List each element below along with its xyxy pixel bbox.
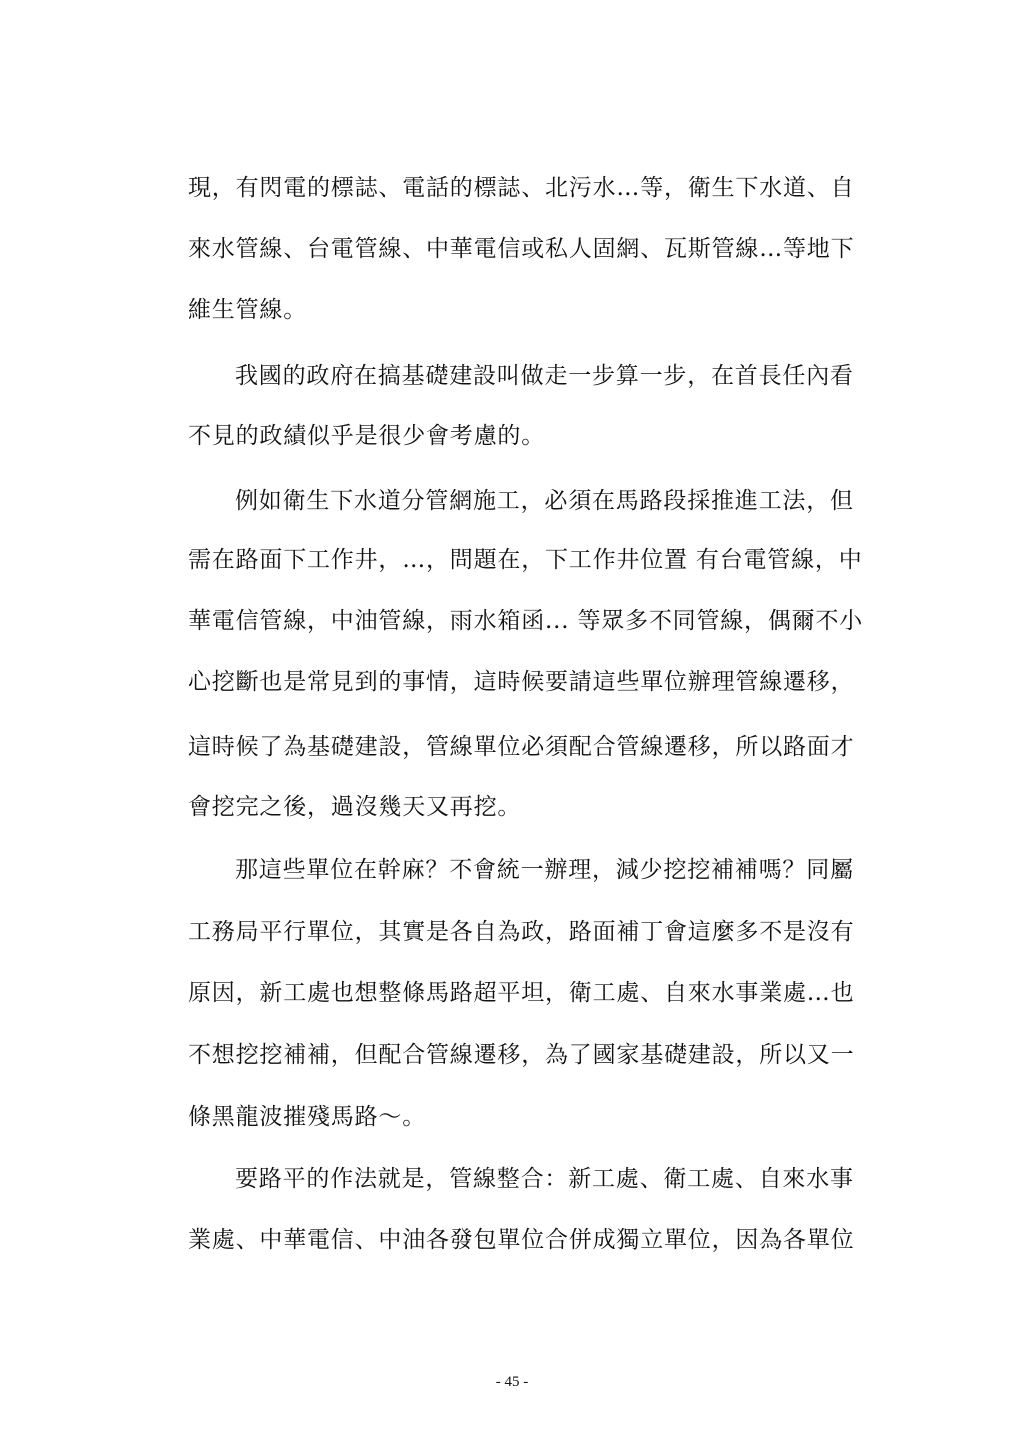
paragraph-4-line-3: 原因，新工處也想整條馬路超平坦，衛工處、自來水事業處…也 — [188, 980, 855, 1006]
paragraph-4-line-4: 不想挖挖補補，但配合管線遷移，為了國家基礎建設，所以又一 — [188, 1042, 855, 1068]
paragraph-3-line-4: 心挖斷也是常見到的事情，這時候要請這些單位辦理管線遷移， — [188, 669, 855, 695]
paragraph-3-line-5: 這時候了為基礎建設，管線單位必須配合管線遷移，所以路面才 — [188, 734, 855, 760]
page-number: - 45 - — [495, 1374, 529, 1390]
paragraph-3-line-3: 華電信管線，中油管線，雨水箱函... 等眾多不同管線，偶爾不小 — [188, 608, 864, 634]
paragraph-3-line-1: 例如衛生下水道分管網施工，必須在馬路段採推進工法，但 — [235, 488, 854, 514]
paragraph-5-line-2: 業處、中華電信、中油各發包單位合併成獨立單位，因為各單位 — [188, 1227, 855, 1253]
paragraph-5-line-1: 要路平的作法就是，管線整合：新工處、衛工處、自來水事 — [235, 1166, 854, 1192]
paragraph-3-line-6: 會挖完之後，過沒幾天又再挖。 — [188, 794, 522, 820]
paragraph-2-line-2: 不見的政績似乎是很少會考慮的。 — [188, 423, 545, 449]
paragraph-4-line-1: 那這些單位在幹麻？不會統一辦理，減少挖挖補補嗎？同屬 — [235, 857, 854, 883]
paragraph-1-line-2: 來水管線、台電管線、中華電信或私人固網、瓦斯管線…等地下 — [188, 236, 855, 262]
paragraph-1-line-3: 維生管線。 — [188, 297, 307, 323]
paragraph-4-line-5: 條黑龍波摧殘馬路～。 — [188, 1104, 426, 1130]
paragraph-4-line-2: 工務局平行單位，其實是各自為政，路面補丁會這麼多不是沒有 — [188, 919, 855, 945]
paragraph-1-line-1: 現，有閃電的標誌、電話的標誌、北污水…等，衛生下水道、自 — [188, 175, 855, 201]
paragraph-3-line-2: 需在路面下工作井，…，問題在，下工作井位置 有台電管線，中 — [188, 547, 863, 573]
paragraph-2-line-1: 我國的政府在搞基礎建設叫做走一步算一步，在首長任內看 — [235, 363, 854, 389]
